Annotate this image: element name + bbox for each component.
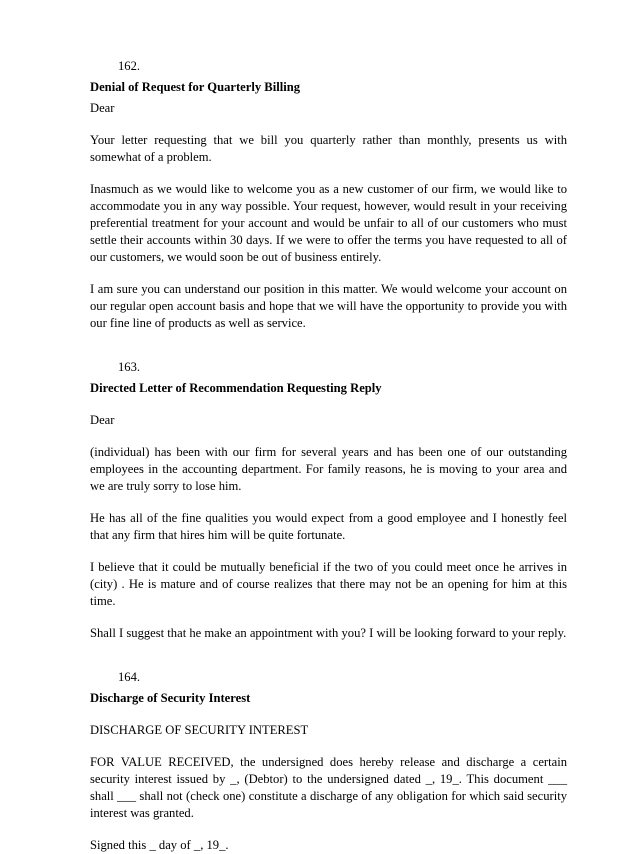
paragraph: FOR VALUE RECEIVED, the undersigned does hereby release and discharge a certain security interest issued by _, (Debtor) to the undersigned dated _, 19_. This document ___ shall ___ shall not (check one) constitute a discharge of any obligation for which said security interest was granted. <box>90 755 567 820</box>
salutation: Dear <box>90 413 115 427</box>
document-heading: DISCHARGE OF SECURITY INTEREST <box>90 723 309 737</box>
letter-title: Denial of Request for Quarterly Billing <box>90 80 300 94</box>
letter-164 <box>90 669 567 854</box>
salutation: Dear <box>90 101 115 115</box>
paragraph: Your letter requesting that we bill you quarterly rather than monthly, presents us with somewhat of a problem. <box>90 133 567 164</box>
letter-title: Discharge of Security Interest <box>90 691 251 705</box>
letter-number: 164. <box>118 670 141 684</box>
paragraph: Shall I suggest that he make an appointment with you? I will be looking forward to your reply. <box>90 626 567 640</box>
paragraph: (individual) has been with our firm for several years and has been one of our outstanding employees in the accounting department. For family reasons, he is moving to your area and we are truly sorry to lose him. <box>90 445 567 493</box>
paragraph: Inasmuch as we would like to welcome you as a new customer of our firm, we would like to accommodate you in any way possible. Your request, however, would result in your receiving preferential treatment for your account and would be unfair to all of our customers who must settle their accounts within 30 days. If we were to offer the terms you have requested to all of our customers, we would soon be out of business entirely. <box>90 182 567 264</box>
paragraph: I believe that it could be mutually beneficial if the two of you could meet once he arrives in (city) . He is mature and of course realizes that there may not be an opening for him at this time. <box>90 560 567 608</box>
letter-number: 162. <box>118 59 141 73</box>
paragraph: He has all of the fine qualities you would expect from a good employee and I honestly feel that any firm that hires him will be quite fortunate. <box>90 511 567 542</box>
paragraph: I am sure you can understand our position in this matter. We would welcome your account on our regular open account basis and hope that we will have the opportunity to provide you with our fine line of products as well as service. <box>90 282 567 330</box>
letter-163 <box>90 359 567 642</box>
letter-162 <box>90 58 567 332</box>
document-page <box>90 58 567 854</box>
letter-title: Directed Letter of Recommendation Requesting Reply <box>90 381 382 395</box>
letter-number: 163. <box>118 360 141 374</box>
signature-line: Signed this _ day of _, 19_. <box>90 838 229 852</box>
